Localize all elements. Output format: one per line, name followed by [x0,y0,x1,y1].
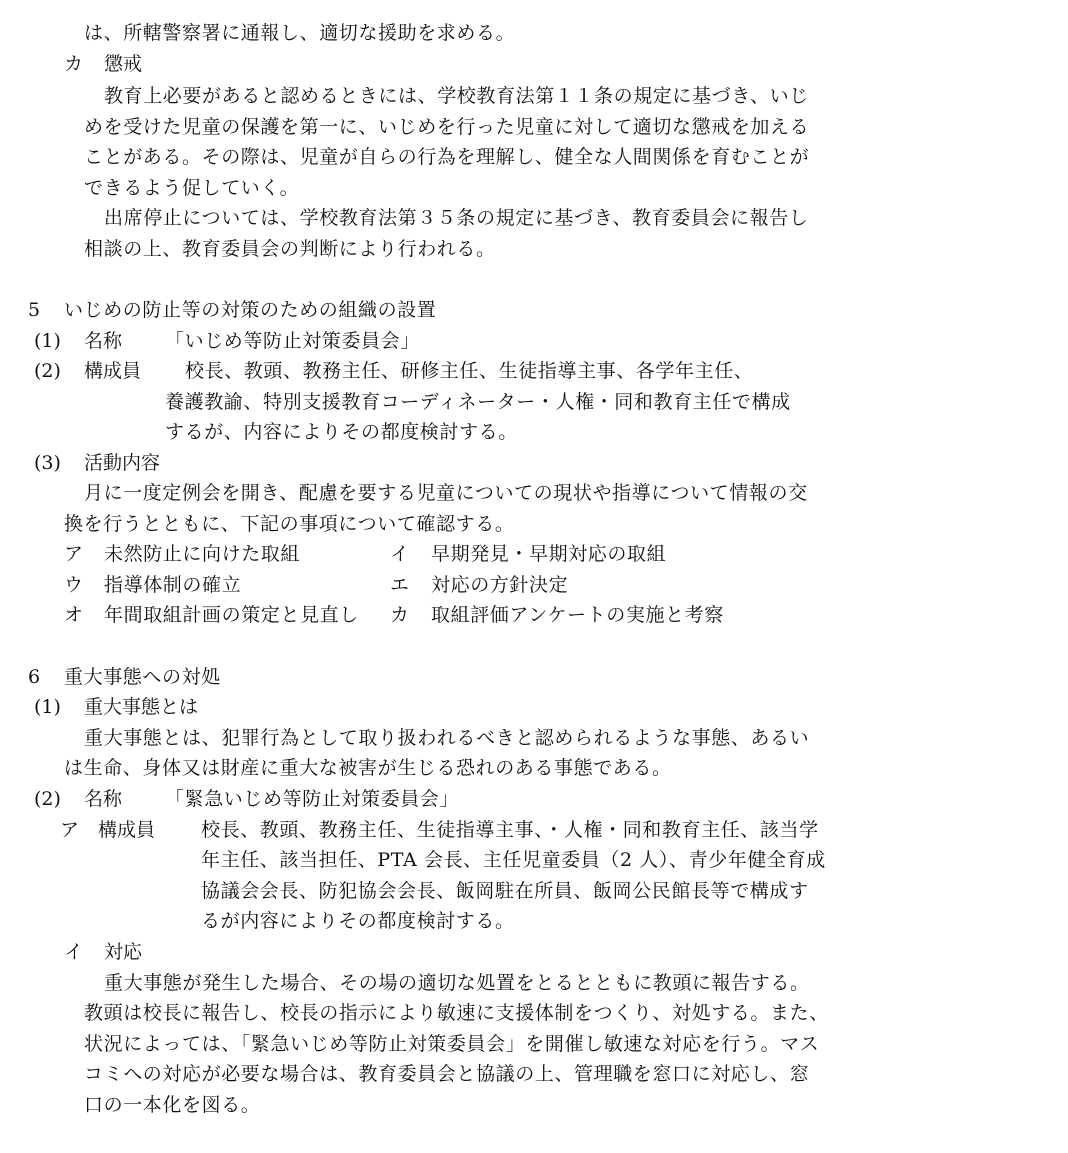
paragraph-line: できるよう促していく。 [84,177,300,199]
list-marker: イ [390,543,410,565]
list-item: 早期発見・早期対応の取組 [431,543,667,565]
paragraph-line: コミへの対応が必要な場合は、教育委員会と協議の上、管理職を窓口に対応し、窓 [84,1063,810,1085]
sub-item-line: るが内容によりその都度検討する。 [201,910,515,932]
sub-item-line: 協議会会長、防犯協会会長、飯岡駐在所員、飯岡公民館長等で構成す [201,880,809,902]
item-value: 「いじめ等防止対策委員会」 [165,330,420,352]
text-line: は、所轄警察署に通報し、適切な援助を求める。 [84,22,516,44]
section-title: いじめの防止等の対策のための組織の設置 [64,299,437,321]
sub-item-line: 年主任、該当担任、PTA 会長、主任児童委員（2 人）、青少年健全育成 [201,849,826,871]
paragraph-line: 相談の上、教育委員会の判断により行われる。 [84,238,496,260]
paragraph-line: ことがある。その際は、児童が自らの行為を理解し、健全な人間関係を育むことが [84,146,810,168]
item-marker: カ [64,53,84,75]
section-number: 6 [28,666,41,688]
item-line: 養護教諭、特別支援教育コーディネーター・人権・同和教育主任で構成 [165,391,791,413]
item-label: 構成員 [84,360,142,382]
paragraph-line: 教頭は校長に報告し、校長の指示により敏速に支援体制をつくり、対処する。また、 [84,1002,829,1024]
sub-item-marker: ア [60,819,80,841]
item-number: (2) [34,360,61,382]
item-value: 「緊急いじめ等防止対策委員会」 [165,788,460,810]
item-title: 懲戒 [104,53,143,75]
paragraph-line: 状況によっては、「緊急いじめ等防止対策委員会」を開催し敏速な対応を行う。マス [84,1033,820,1055]
paragraph-line: 教育上必要があると認めるときには、学校教育法第１１条の規定に基づき、いじ [104,85,809,107]
item-number: (3) [34,452,61,474]
item-label: 名称 [84,330,123,352]
item-label: 重大事態とは [84,696,199,718]
paragraph-line: 口の一本化を図る。 [84,1094,261,1116]
list-marker: ア [64,543,84,565]
item-label: 活動内容 [84,452,161,474]
list-item: 取組評価アンケートの実施と考察 [431,604,724,626]
paragraph-line: 月に一度定例会を開き、配慮を要する児童についての現状や指導について情報の交 [84,482,808,504]
list-marker: カ [390,604,410,626]
list-marker: エ [390,574,410,596]
paragraph-line: めを受けた児童の保護を第一に、いじめを行った児童に対して適切な懲戒を加える [84,116,810,138]
paragraph-line: は生命、身体又は財産に重大な被害が生じる恐れのある事態である。 [64,757,672,779]
paragraph-line: 出席停止については、学校教育法第３５条の規定に基づき、教育委員会に報告し [104,207,809,229]
list-marker: ウ [64,574,84,596]
sub-item-line: 校長、教頭、教務主任、生徒指導主事、・人権・同和教育主任、該当学 [201,819,819,841]
item-number: (1) [34,330,61,352]
list-marker: オ [64,604,84,626]
list-item: 未然防止に向けた取組 [104,543,301,565]
list-item: 指導体制の確立 [104,574,242,596]
item-number: (2) [34,788,61,810]
paragraph-line: 重大事態が発生した場合、その場の適切な処置をとるとともに教頭に報告する。 [104,972,810,994]
item-number: (1) [34,696,61,718]
list-item: 年間取組計画の策定と見直し [104,604,359,626]
paragraph-line: 換を行うとともに、下記の事項について確認する。 [64,513,515,535]
item-line: 校長、教頭、教務主任、研修主任、生徒指導主事、各学年主任、 [185,360,754,382]
sub-item-label: 対応 [104,941,143,963]
list-item: 対応の方針決定 [431,574,569,596]
paragraph-line: 重大事態とは、犯罪行為として取り扱われるべきと認められるような事態、あるい [84,727,810,749]
sub-item-label: 構成員 [98,819,156,841]
section-number: 5 [28,299,41,321]
sub-item-marker: イ [64,941,84,963]
item-label: 名称 [84,788,123,810]
item-line: するが、内容によりその都度検討する。 [165,421,518,443]
section-title: 重大事態への対処 [64,666,221,688]
